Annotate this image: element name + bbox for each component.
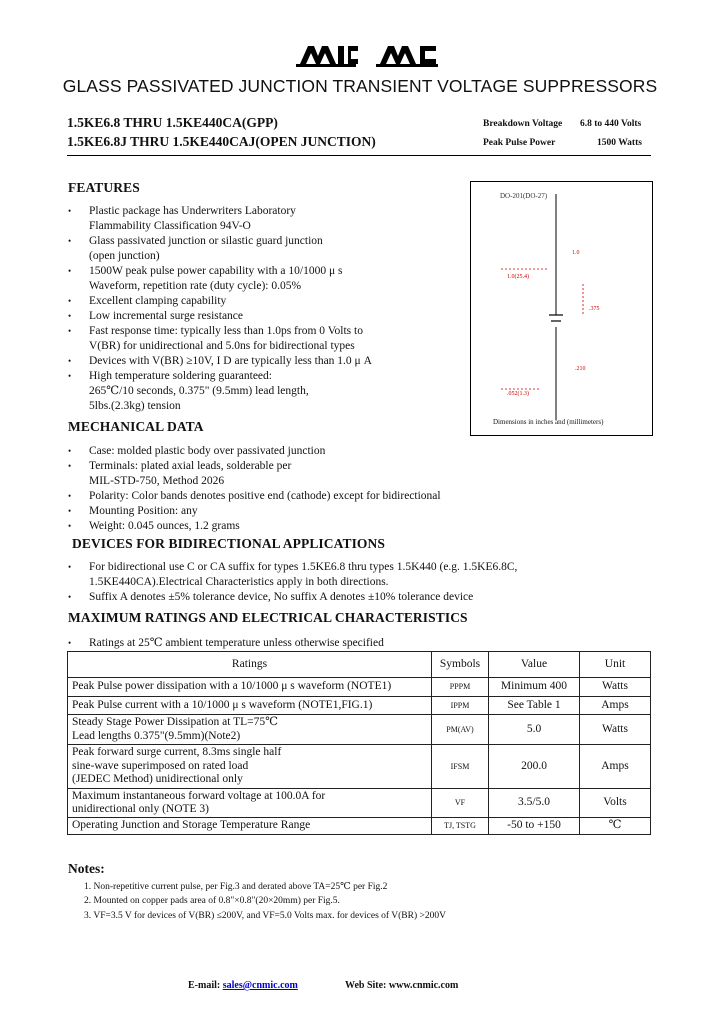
bullet-icon: • bbox=[68, 311, 72, 321]
symbol-cell: TJ, TSTG bbox=[432, 818, 489, 835]
bullet-icon: • bbox=[68, 266, 72, 276]
rating-cell: Peak Pulse power dissipation with a 10/1000 μ s waveform (NOTE1) bbox=[68, 678, 432, 697]
website-label: Web Site: bbox=[345, 980, 387, 991]
bullet-icon: • bbox=[68, 236, 72, 246]
email-label: E-mail: bbox=[188, 980, 221, 991]
list-item-text: Terminals: plated axial leads, solderable per bbox=[89, 460, 292, 472]
svg-text:1.0(25.4): 1.0(25.4) bbox=[507, 274, 529, 280]
ratings-note-row bbox=[0, 636, 720, 651]
bullet-icon: • bbox=[68, 491, 72, 501]
note-item: 2. Mounted on copper pads area of 0.8"×0.8"(20×20mm) per Fig.5. bbox=[84, 896, 340, 906]
note-item: 3. VF=3.5 V for devices of V(BR) ≤200V, and VF=5.0 Volts max. for devices of V(BR) >200V bbox=[84, 911, 446, 921]
part-range-gpp: 1.5KE6.8 THRU 1.5KE440CA(GPP) bbox=[67, 115, 278, 130]
bullet-icon: • bbox=[68, 506, 72, 516]
column-header-ratings: Ratings bbox=[68, 652, 432, 678]
page-title: GLASS PASSIVATED JUNCTION TRANSIENT VOLTAGE SUPPRESSORS bbox=[62, 76, 658, 96]
bidirectional-heading: DEVICES FOR BIDIRECTIONAL APPLICATIONS bbox=[72, 536, 385, 551]
table-row bbox=[68, 818, 651, 835]
list-item-text: Polarity: Color bands denotes positive end (cathode) except for bidirectional bbox=[89, 490, 441, 502]
list-item-text: High temperature soldering guaranteed: bbox=[89, 370, 272, 382]
bullet-icon: • bbox=[68, 446, 72, 456]
package-type-label: DO-201(DO-27) bbox=[500, 192, 548, 200]
value-cell: Minimum 400 bbox=[489, 678, 580, 697]
table-row bbox=[68, 715, 651, 745]
unit-cell: Watts bbox=[580, 715, 651, 745]
unit-cell: Volts bbox=[580, 789, 651, 818]
unit-cell: ℃ bbox=[580, 818, 651, 835]
list-item-text: Mounting Position: any bbox=[89, 505, 198, 517]
list-item-text: MIL-STD-750, Method 2026 bbox=[89, 475, 225, 487]
unit-cell: Watts bbox=[580, 678, 651, 697]
svg-text:1.0: 1.0 bbox=[572, 250, 580, 256]
svg-text:.052(1.3): .052(1.3) bbox=[507, 391, 529, 397]
svg-text:.375: .375 bbox=[589, 306, 600, 312]
rating-cell: Operating Junction and Storage Temperature Range bbox=[68, 818, 432, 835]
symbol-cell: IFSM bbox=[432, 745, 489, 789]
bullet-icon: • bbox=[68, 326, 72, 336]
symbol-cell: IPPM bbox=[432, 697, 489, 715]
bullet-icon: • bbox=[68, 461, 72, 471]
rating-cell: Peak Pulse current with a 10/1000 μ s waveform (NOTE1,FIG.1) bbox=[68, 697, 432, 715]
table-row bbox=[68, 745, 651, 789]
bullet-icon: • bbox=[68, 356, 72, 366]
symbol-cell: PM(AV) bbox=[432, 715, 489, 745]
peak-pulse-power-label: Peak Pulse Power bbox=[483, 138, 556, 148]
website-link[interactable]: www.cnmic.com bbox=[388, 980, 459, 991]
value-cell: 3.5/5.0 bbox=[489, 789, 580, 818]
ratings-note: Ratings at 25℃ ambient temperature unless otherwise specified bbox=[89, 637, 384, 649]
bidirectional-list bbox=[0, 560, 720, 606]
list-item-text: Weight: 0.045 ounces, 1.2 grams bbox=[89, 520, 240, 532]
email-link[interactable]: sales@cnmic.com bbox=[222, 980, 298, 991]
mechanical-data-heading: MECHANICAL DATA bbox=[68, 419, 204, 434]
rating-cell: Peak forward surge current, 8.3ms single half sine-wave superimposed on rated load (JEDEC Method) unidirectional only bbox=[68, 745, 432, 789]
bullet-icon: • bbox=[68, 206, 72, 216]
rating-cell: Steady Stage Power Dissipation at TL=75℃ Lead lengths 0.375"(9.5mm)(Note2) bbox=[68, 715, 432, 745]
list-item-text: Glass passivated junction or silastic guard junction bbox=[89, 235, 323, 247]
list-item-text: Case: molded plastic body over passivated junction bbox=[89, 445, 326, 457]
footer-website bbox=[345, 980, 458, 991]
table-header-row bbox=[68, 652, 651, 678]
list-item-text: Fast response time: typically less than 1.0ps from 0 Volts to bbox=[89, 325, 363, 337]
bullet-icon: • bbox=[68, 562, 72, 572]
list-item-text: 5lbs.(2.3kg) tension bbox=[89, 400, 181, 412]
list-item-text: Devices with V(BR) ≥10V, I D are typically less than 1.0 μ A bbox=[89, 355, 372, 367]
svg-text:.210: .210 bbox=[575, 366, 586, 372]
package-drawing bbox=[471, 182, 652, 435]
unit-cell: Amps bbox=[580, 745, 651, 789]
figure-caption: Dimensions in inches and (millimeters) bbox=[493, 418, 604, 426]
features-heading: FEATURES bbox=[68, 180, 140, 195]
value-cell: 200.0 bbox=[489, 745, 580, 789]
ratings-table bbox=[67, 651, 651, 835]
symbol-cell: VF bbox=[432, 789, 489, 818]
list-item-text: 265℃/10 seconds, 0.375" (9.5mm) lead length, bbox=[89, 385, 309, 397]
list-item-text: V(BR) for unidirectional and 5.0ns for bidirectional types bbox=[89, 340, 355, 352]
list-item-text: Waveform, repetition rate (duty cycle): 0.05% bbox=[89, 280, 302, 292]
list-item-text: Suffix A denotes ±5% tolerance device, No suffix A denotes ±10% tolerance device bbox=[89, 591, 474, 603]
ratings-heading: MAXIMUM RATINGS AND ELECTRICAL CHARACTERISTICS bbox=[68, 610, 468, 625]
unit-cell: Amps bbox=[580, 697, 651, 715]
notes-heading: Notes: bbox=[68, 861, 105, 876]
list-item-text: (open junction) bbox=[89, 250, 160, 262]
value-cell: -50 to +150 bbox=[489, 818, 580, 835]
value-cell: 5.0 bbox=[489, 715, 580, 745]
list-item-text: 1.5KE440CA).Electrical Characteristics apply in both directions. bbox=[89, 576, 389, 588]
symbol-cell: PPPM bbox=[432, 678, 489, 697]
bullet-icon: • bbox=[68, 638, 72, 648]
column-header-unit: Unit bbox=[580, 652, 651, 678]
breakdown-voltage-label: Breakdown Voltage bbox=[483, 119, 563, 129]
list-item-text: Excellent clamping capability bbox=[89, 295, 227, 307]
table-row bbox=[68, 678, 651, 697]
value-cell: See Table 1 bbox=[489, 697, 580, 715]
bullet-icon: • bbox=[68, 592, 72, 602]
header-divider bbox=[67, 155, 651, 156]
list-item-text: Flammability Classification 94V-O bbox=[89, 220, 251, 232]
bullet-icon: • bbox=[68, 296, 72, 306]
list-item-text: 1500W peak pulse power capability with a 10/1000 μ s bbox=[89, 265, 343, 277]
breakdown-voltage-value: 6.8 to 440 Volts bbox=[580, 119, 642, 129]
part-range-open-junction: 1.5KE6.8J THRU 1.5KE440CAJ(OPEN JUNCTION) bbox=[67, 134, 376, 149]
table-row bbox=[68, 789, 651, 818]
table-row bbox=[68, 697, 651, 715]
list-item-text: Plastic package has Underwriters Laboratory bbox=[89, 205, 296, 217]
mechanical-list bbox=[0, 444, 720, 534]
column-header-value: Value bbox=[489, 652, 580, 678]
company-logo bbox=[296, 42, 440, 68]
rating-cell: Maximum instantaneous forward voltage at 100.0A for unidirectional only (NOTE 3) bbox=[68, 789, 432, 818]
bullet-icon: • bbox=[68, 371, 72, 381]
list-item-text: For bidirectional use C or CA suffix for types 1.5KE6.8 thru types 1.5K440 (e.g. 1.5KE6.8C, bbox=[89, 561, 518, 573]
list-item-text: Low incremental surge resistance bbox=[89, 310, 244, 322]
column-header-symbols: Symbols bbox=[432, 652, 489, 678]
footer-email bbox=[188, 980, 298, 991]
features-list bbox=[0, 204, 470, 414]
peak-pulse-power-value: 1500 Watts bbox=[597, 138, 642, 148]
bullet-icon: • bbox=[68, 521, 72, 531]
package-outline-figure bbox=[470, 181, 653, 436]
note-item: 1. Non-repetitive current pulse, per Fig.3 and derated above TA=25℃ per Fig.2 bbox=[84, 882, 388, 892]
